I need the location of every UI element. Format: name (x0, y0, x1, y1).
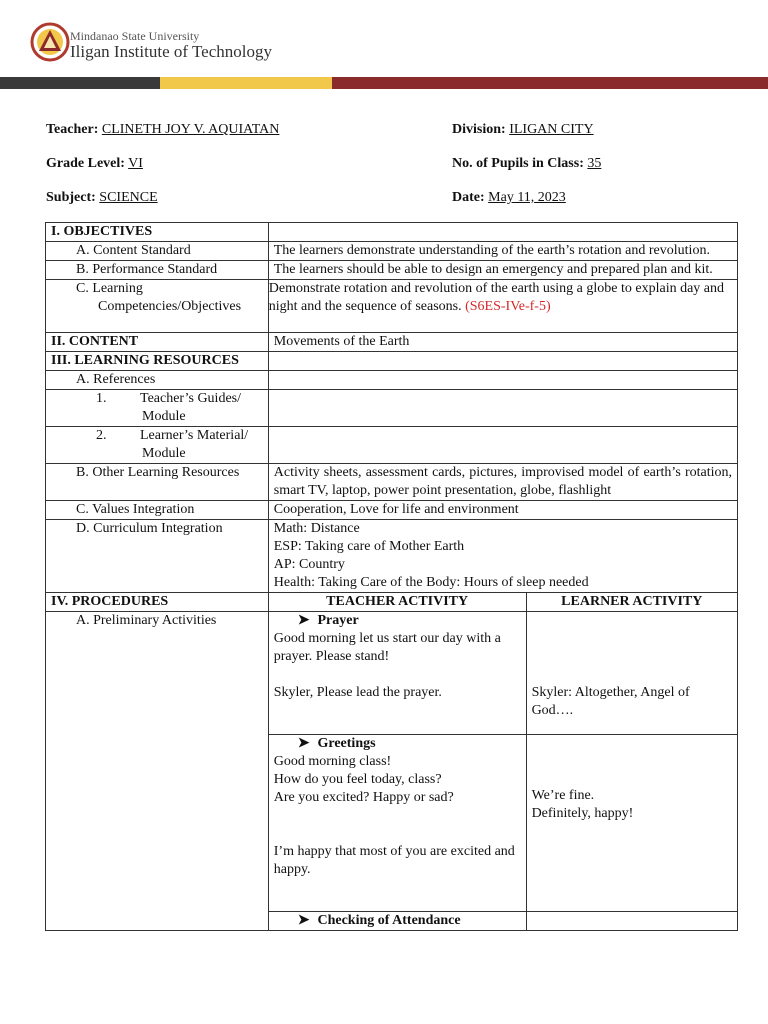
performance-standard-label: B. Performance Standard (46, 261, 269, 280)
performance-standard-value: The learners should be able to design an emergency and prepared plan and kit. (268, 261, 737, 280)
table-row (46, 280, 738, 333)
table-row (46, 593, 738, 612)
content-standard-label: A. Content Standard (46, 242, 269, 261)
header-bar-dark (0, 77, 160, 89)
institute-name: Iligan Institute of Technology (70, 42, 272, 61)
resources-heading: III. LEARNING RESOURCES (46, 352, 269, 371)
date-label: Date: (452, 190, 485, 205)
content-heading: II. CONTENT (46, 333, 269, 352)
university-name: Mindanao State University (70, 29, 200, 43)
table-row (46, 352, 738, 371)
subject-value: SCIENCE (99, 190, 158, 205)
table-row (46, 371, 738, 390)
grade-label: Grade Level: (46, 156, 125, 171)
letterhead (30, 20, 430, 65)
subject-line (46, 190, 158, 206)
table-row (46, 261, 738, 280)
table-row (46, 333, 738, 352)
other-resources-label: B. Other Learning Resources (46, 464, 269, 501)
attendance-teacher-cell: ➤ Checking of Attendance (268, 912, 526, 931)
objectives-heading: I. OBJECTIVES (46, 223, 269, 242)
values-value: Cooperation, Love for life and environment (268, 501, 737, 520)
table-row (46, 242, 738, 261)
division-label: Division: (452, 122, 506, 137)
content-standard-value: The learners demonstrate understanding of the earth’s rotation and revolution. (268, 242, 737, 261)
grade-value: VI (128, 156, 143, 171)
table-row (46, 464, 738, 501)
table-row (46, 501, 738, 520)
teacher-value: CLINETH JOY V. AQUIATAN (101, 122, 280, 137)
greetings-teacher-cell: ➤ Greetings Good morning class! How do you feel today, class? Are you excited? Happy or sad? I’m happy that most of you are excited and happy. (268, 735, 526, 912)
arrow-bullet-icon: ➤ (297, 613, 310, 628)
table-row (46, 223, 738, 242)
arrow-bullet-icon: ➤ (297, 913, 310, 928)
learner-activity-heading: LEARNER ACTIVITY (526, 593, 737, 612)
other-resources-value: Activity sheets, assessment cards, pictures, improvised model of earth’s rotation, smart TV, laptop, power point presentation, globe, flashlight (268, 464, 737, 501)
procedures-heading: IV. PROCEDURES (46, 593, 269, 612)
division-line (452, 122, 594, 138)
table-row (46, 612, 738, 735)
greetings-learner-cell: We’re fine. Definitely, happy! (526, 735, 737, 912)
subject-label: Subject: (46, 190, 96, 205)
values-label: C. Values Integration (46, 501, 269, 520)
division-value: ILIGAN CITY (509, 122, 594, 137)
pupils-line (452, 156, 601, 172)
pupils-label: No. of Pupils in Class: (452, 156, 584, 171)
competencies-value: Demonstrate rotation and revolution of the earth using a globe to explain day and night and the sequence of seasons. (S6ES-IVe-f-5) (268, 280, 737, 333)
table-row (46, 390, 738, 427)
table-row (46, 427, 738, 464)
table-row (46, 520, 738, 593)
date-value: May 11, 2023 (488, 190, 566, 205)
date-line (452, 190, 566, 206)
prayer-learner-cell: Skyler: Altogether, Angel of God…. (526, 612, 737, 735)
content-value: Movements of the Earth (268, 333, 737, 352)
teacher-line (46, 122, 279, 138)
header-bar-yellow (160, 77, 332, 89)
preliminary-label: A. Preliminary Activities (46, 612, 269, 931)
curriculum-label: D. Curriculum Integration (46, 520, 269, 593)
header-bar-red (332, 77, 768, 89)
lesson-plan-table (45, 222, 738, 931)
attendance-learner-cell (526, 912, 737, 931)
pupils-value: 35 (587, 156, 602, 171)
teacher-label: Teacher: (46, 122, 99, 137)
curriculum-value: Math: Distance ESP: Taking care of Mother Earth AP: Country Health: Taking Care of the Body: Hours of sleep needed (268, 520, 737, 593)
arrow-bullet-icon: ➤ (297, 736, 310, 751)
teachers-guide-label: 1. Teacher’s Guides/ Module (46, 390, 269, 427)
institute-seal-logo (30, 22, 70, 62)
teacher-activity-heading: TEACHER ACTIVITY (268, 593, 526, 612)
references-label: A. References (46, 371, 269, 390)
learners-material-label: 2. Learner’s Material/ Module (46, 427, 269, 464)
competency-code: (S6ES-IVe-f-5) (465, 299, 551, 314)
competencies-label: C. Learning Competencies/Objectives (46, 280, 269, 333)
prayer-teacher-cell: ➤ Prayer Good morning let us start our day with a prayer. Please stand! Skyler, Please lead the prayer. (268, 612, 526, 735)
grade-line (46, 156, 143, 172)
